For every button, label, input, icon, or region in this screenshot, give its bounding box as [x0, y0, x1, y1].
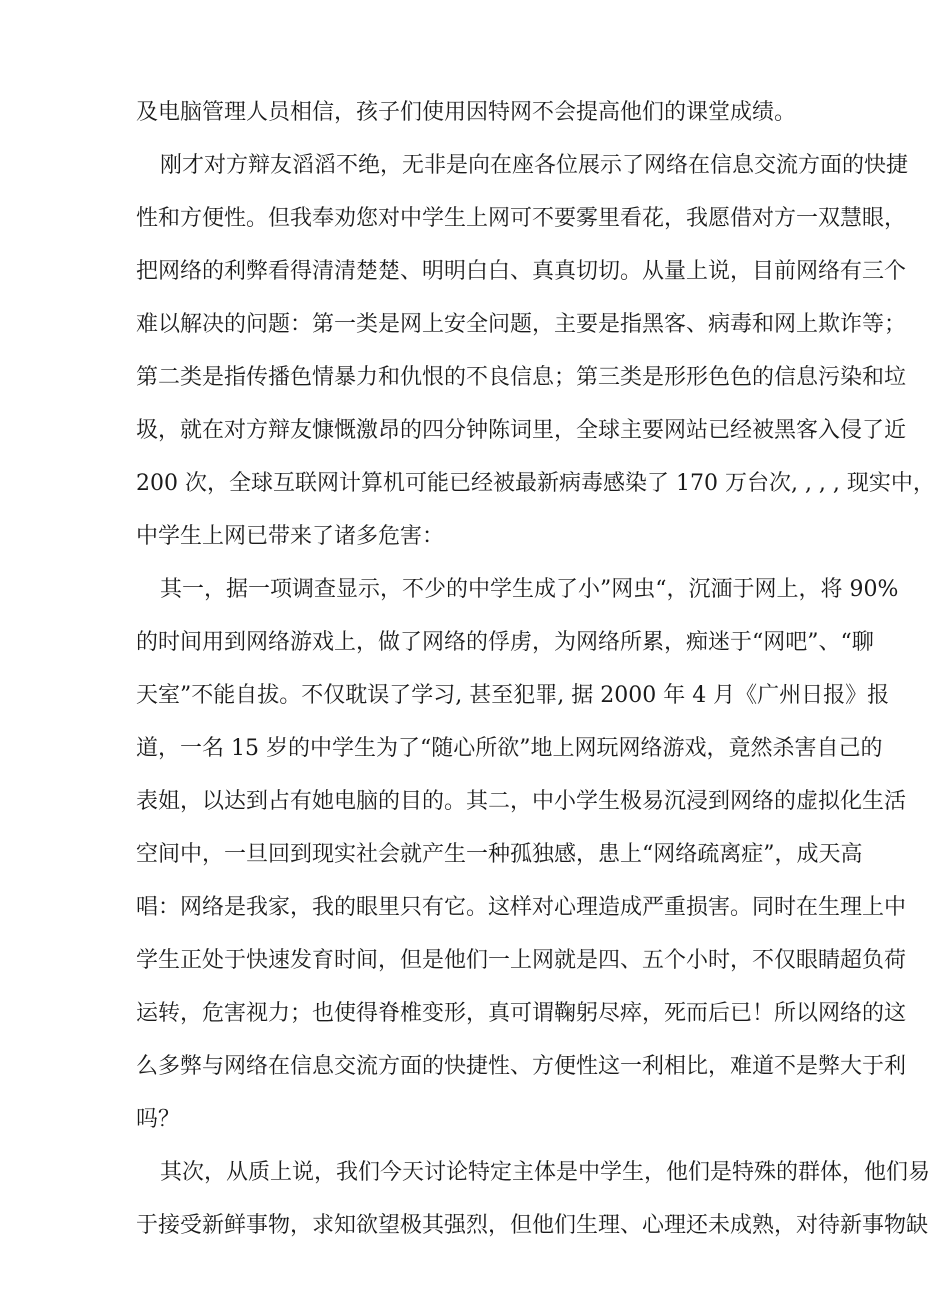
- text-line: 的时间用到网络游戏上，做了网络的俘虏，为网络所累，痴迷于“网吧”、“聊: [136, 630, 874, 655]
- text-line: 道，一名 15 岁的中学生为了“随心所欲”地上网玩网络游戏，竟然杀害自己的: [136, 736, 883, 761]
- text-line: 运转，危害视力；也使得脊椎变形，真可谓鞠躬尽瘁，死而后已！所以网络的这: [136, 1001, 907, 1026]
- text-line: 圾，就在对方辩友慷慨激昂的四分钟陈词里，全球主要网站已经被黑客入侵了近: [136, 418, 907, 443]
- text-line: 第二类是指传播色情暴力和仇恨的不良信息；第三类是形形色色的信息污染和垃: [136, 365, 907, 390]
- text-line: 其一，据一项调查显示，不少的中学生成了小”网虫“，沉湎于网上，将 90%: [160, 577, 899, 602]
- text-line: 其次，从质上说，我们今天讨论特定主体是中学生，他们是特殊的群体，他们易: [160, 1160, 931, 1185]
- text-line: 么多弊与网络在信息交流方面的快捷性、方便性这一利相比，难道不是弊大于利: [136, 1054, 907, 1079]
- text-line: 唱：网络是我家，我的眼里只有它。这样对心理造成严重损害。同时在生理上中: [136, 895, 907, 920]
- text-line: 难以解决的问题：第一类是网上安全问题，主要是指黑客、病毒和网上欺诈等；: [136, 312, 907, 337]
- text-line: 200 次，全球互联网计算机可能已经被最新病毒感染了 170 万台次, , , , 现实中，: [136, 471, 935, 496]
- text-line: 及电脑管理人员相信，孩子们使用因特网不会提高他们的课堂成绩。: [136, 100, 797, 125]
- text-line: 天室”不能自拔。不仅耽误了学习, 甚至犯罪, 据 2000 年 4 月《广州日报》报: [136, 683, 890, 708]
- text-line: 于接受新鲜事物，求知欲望极其强烈，但他们生理、心理还未成熟，对待新事物缺: [136, 1213, 929, 1238]
- text-line: 学生正处于快速发育时间，但是他们一上网就是四、五个小时，不仅眼睛超负荷: [136, 948, 907, 973]
- text-line: 吗？: [136, 1107, 181, 1132]
- text-line: 表姐，以达到占有她电脑的目的。其二，中小学生极易沉浸到网络的虚拟化生活: [136, 789, 907, 814]
- text-line: 刚才对方辩友滔滔不绝，无非是向在座各位展示了网络在信息交流方面的快捷: [160, 153, 909, 178]
- text-line: 中学生上网已带来了诸多危害：: [136, 524, 445, 549]
- text-line: 空间中，一旦回到现实社会就产生一种孤独感，患上“网络疏离症”，成天高: [136, 842, 863, 867]
- text-line: 性和方便性。但我奉劝您对中学生上网可不要雾里看花，我愿借对方一双慧眼，: [136, 206, 907, 231]
- text-line: 把网络的利弊看得清清楚楚、明明白白、真真切切。从量上说，目前网络有三个: [136, 259, 907, 284]
